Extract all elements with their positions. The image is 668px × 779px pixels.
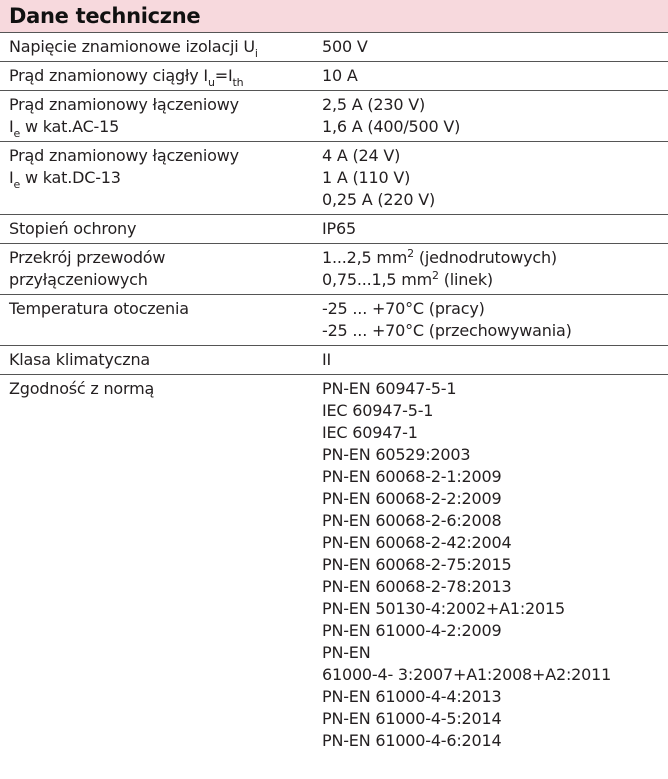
standard-item: PN-EN 60068-2-6:2008 [322,511,502,530]
label-text: Przekrój przewodów [9,248,166,267]
label-text: Klasa klimatyczna [9,350,150,369]
label-line [9,116,313,138]
value-line: 500 V [322,37,368,56]
table-row [0,244,668,295]
label-text: Prąd znamionowy ciągły I [9,66,208,85]
row-label [0,375,313,756]
standard-item: PN-EN 60068-2-75:2015 [322,555,512,574]
row-value [313,295,668,346]
standard-item: PN-EN 60068-2-1:2009 [322,467,502,486]
value-line: -25 ... +70°C (pracy) [322,299,485,318]
row-label [0,244,313,295]
table-row [0,346,668,375]
label-subscript: u [207,76,215,89]
label-text: Napięcie znamionowe izolacji U [9,37,255,56]
value-line: 1,6 A (400/500 V) [322,117,461,136]
table-row [0,91,668,142]
value-line: 1 A (110 V) [322,168,411,187]
table-row [0,62,668,91]
value-text: (linek) [438,270,493,289]
row-label [0,33,313,62]
value-text: 0,75...1,5 mm [322,270,432,289]
standard-item: PN-EN 60947-5-1 [322,379,457,398]
value-line: II [322,350,332,369]
value-line: 0,25 A (220 V) [322,190,435,209]
row-label [0,62,313,91]
table-row [0,215,668,244]
value-superscript: 2 [432,269,439,282]
value-line [322,269,668,291]
label-text: Prąd znamionowy łączeniowy [9,146,239,165]
table-row [0,142,668,215]
table-row [0,375,668,756]
standard-item: PN-EN 61000-4-4:2013 [322,687,502,706]
label-subscript: i [254,47,258,60]
standard-item: PN-EN 60529:2003 [322,445,471,464]
value-superscript: 2 [407,247,414,260]
standard-item: PN-EN [322,643,371,662]
row-value [313,215,668,244]
value-line: 2,5 A (230 V) [322,95,426,114]
value-text: (jednodrutowych) [413,248,557,267]
value-line [322,247,668,269]
section-title: Dane techniczne [9,4,201,28]
label-text: =I [214,66,233,85]
label-subscript: e [13,127,21,140]
label-subscript: e [13,178,21,191]
value-line: 10 A [322,66,358,85]
standard-item: PN-EN 61000-4-2:2009 [322,621,502,640]
row-value [313,346,668,375]
label-text: Temperatura otoczenia [9,299,189,318]
label-subscript: th [232,76,244,89]
value-text: 1...2,5 mm [322,248,408,267]
label-text: w kat.DC-13 [20,168,121,187]
label-text: w kat.AC-15 [20,117,120,136]
value-line: 4 A (24 V) [322,146,401,165]
standard-item: IEC 60947-5-1 [322,401,434,420]
label-text: Stopień ochrony [9,219,137,238]
spec-table [0,33,668,755]
standard-item: PN-EN 60068-2-78:2013 [322,577,512,596]
standard-item: 61000-4- 3:2007+A1:2008+A2:2011 [322,665,612,684]
label-text: Prąd znamionowy łączeniowy [9,95,239,114]
table-row [0,33,668,62]
label-text: Zgodność z normą [9,379,155,398]
standard-item: PN-EN 61000-4-6:2014 [322,731,502,750]
standard-item: IEC 60947-1 [322,423,418,442]
row-value [313,142,668,215]
value-line: -25 ... +70°C (przechowywania) [322,321,572,340]
row-value [313,244,668,295]
row-label [0,142,313,215]
standard-item: PN-EN 50130-4:2002+A1:2015 [322,599,565,618]
standard-item: PN-EN 60068-2-2:2009 [322,489,502,508]
row-label [0,295,313,346]
row-value [313,62,668,91]
table-row [0,295,668,346]
row-label [0,215,313,244]
standard-item: PN-EN 61000-4-5:2014 [322,709,502,728]
row-value [313,375,668,756]
label-symbol: I [9,168,14,187]
label-text: przyłączeniowych [9,270,148,289]
value-line: IP65 [322,219,356,238]
label-line [9,167,313,189]
row-label [0,91,313,142]
row-value [313,91,668,142]
row-value [313,33,668,62]
row-label [0,346,313,375]
section-header [0,0,668,33]
standard-item: PN-EN 60068-2-42:2004 [322,533,512,552]
label-symbol: I [9,117,14,136]
